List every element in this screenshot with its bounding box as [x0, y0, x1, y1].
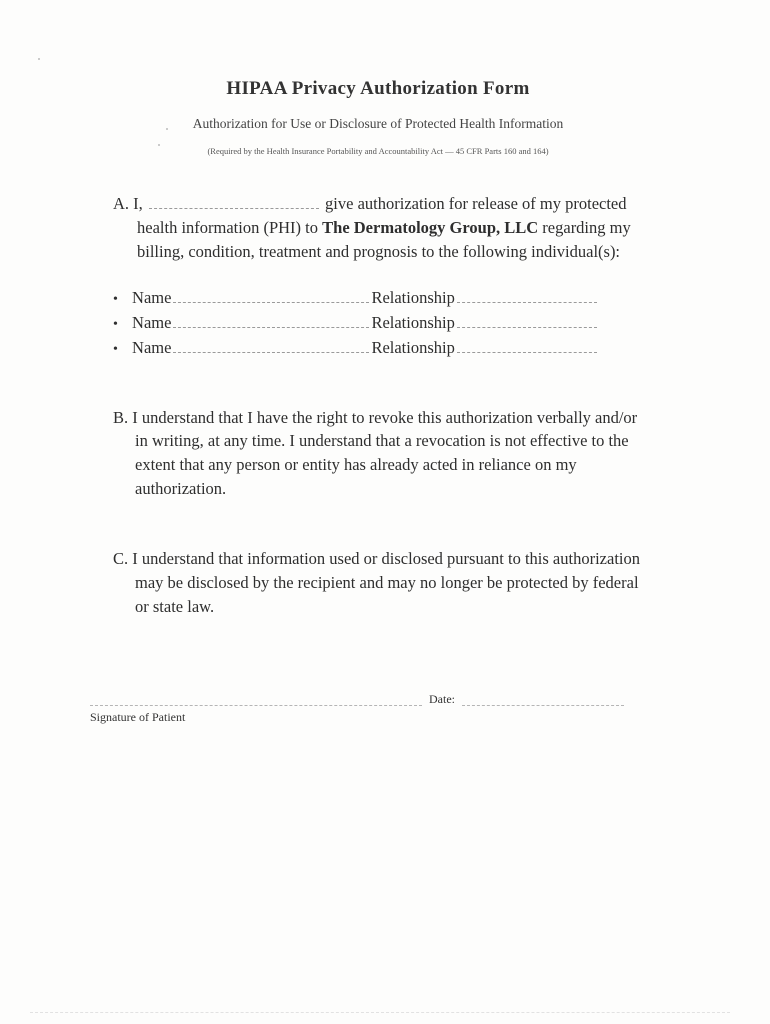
- required-note: (Required by the Health Insurance Portability and Accountability Act — 45 CFR Parts 160 and 164): [207, 146, 549, 156]
- section-a-line2: [137, 218, 631, 238]
- section-b-line4: authorization.: [135, 479, 227, 498]
- signature-label: Signature of Patient: [90, 710, 186, 724]
- section-a-line1: [113, 194, 627, 214]
- list-item: [113, 288, 599, 308]
- relationship-blank[interactable]: [457, 326, 597, 328]
- bullet-icon: •: [113, 342, 118, 357]
- name-label: Name: [132, 338, 172, 357]
- scan-speck: [38, 58, 40, 60]
- bullet-icon: •: [113, 292, 118, 307]
- name-blank[interactable]: [173, 326, 369, 328]
- relationship-blank[interactable]: [457, 301, 597, 303]
- relationship-label: Relationship: [371, 338, 455, 357]
- section-c-line1: C. I understand that information used or disclosed pursuant to this authorization: [113, 549, 640, 568]
- section-a-line2-start: health information (PHI) to: [137, 218, 319, 237]
- relationship-blank[interactable]: [457, 351, 597, 353]
- section-c-line2: may be disclosed by the recipient and may no longer be protected by federal: [135, 573, 639, 592]
- organization-name: The Dermatology Group, LLC: [322, 218, 539, 237]
- section-a-line3: billing, condition, treatment and prognosis to the following individual(s):: [137, 242, 621, 261]
- list-item: [113, 338, 599, 358]
- name-label: Name: [132, 313, 172, 332]
- bullet-icon: •: [113, 317, 118, 332]
- list-item: [113, 313, 599, 333]
- page-title: HIPAA Privacy Authorization Form: [226, 78, 530, 99]
- patient-name-blank[interactable]: [149, 207, 319, 209]
- relationship-label: Relationship: [371, 288, 455, 307]
- relationship-label: Relationship: [371, 313, 455, 332]
- section-b-line1: B. I understand that I have the right to revoke this authorization verbally and/or: [113, 408, 638, 427]
- signature-line[interactable]: [90, 705, 422, 706]
- section-a-label: A. I,: [113, 194, 143, 213]
- section-c-line3: or state law.: [135, 597, 215, 616]
- name-blank[interactable]: [173, 301, 369, 303]
- name-blank[interactable]: [173, 351, 369, 353]
- date-label: Date:: [429, 692, 455, 706]
- page-subtitle: Authorization for Use or Disclosure of Protected Health Information: [192, 116, 564, 131]
- section-b-line3: extent that any person or entity has already acted in reliance on my: [135, 455, 577, 474]
- bottom-scan-edge: [30, 1012, 730, 1013]
- name-label: Name: [132, 288, 172, 307]
- section-b-line2: in writing, at any time. I understand that a revocation is not effective to the: [135, 431, 629, 450]
- section-a-text: give authorization for release of my protected: [325, 194, 627, 213]
- date-line[interactable]: [462, 705, 624, 706]
- section-a-line2-end: regarding my: [542, 218, 631, 237]
